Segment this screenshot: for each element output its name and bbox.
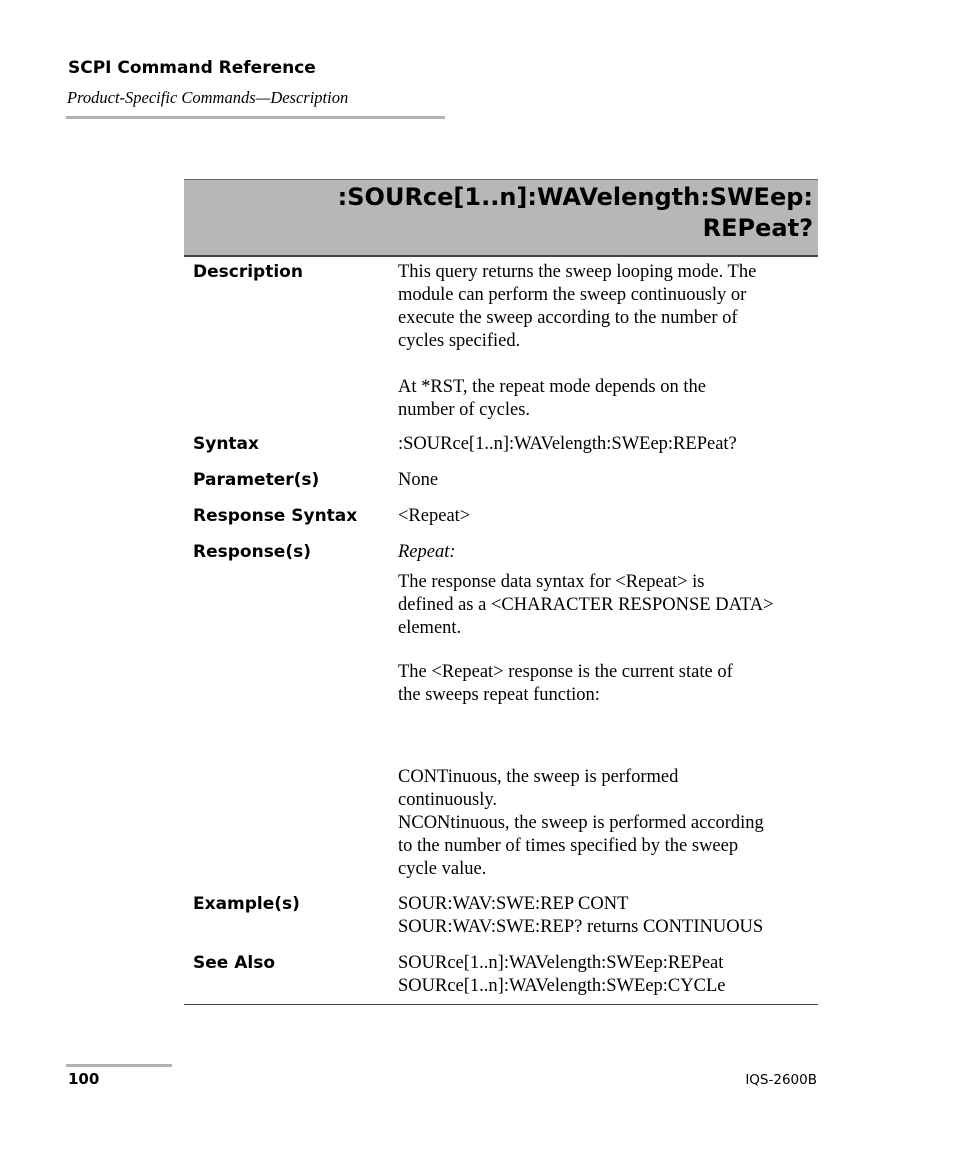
text-line: module can perform the sweep continuously or (398, 285, 747, 305)
text-line: number of cycles. (398, 400, 531, 420)
text-line: element. (398, 618, 462, 638)
description-label: Description (193, 262, 303, 282)
page-number: 100 (68, 1070, 100, 1088)
footer-divider (66, 1064, 172, 1067)
table-bottom-rule (184, 1004, 818, 1005)
parameters-value: None (398, 470, 439, 490)
text-line: to the number of times specified by the sweep (398, 836, 739, 856)
text-line: This query returns the sweep looping mode. The (398, 262, 757, 282)
responses-label: Response(s) (193, 542, 311, 562)
text-line: SOURce[1..n]:WAVelength:SWEep:REPeat (398, 953, 724, 973)
text-line: SOURce[1..n]:WAVelength:SWEep:CYCLe (398, 976, 726, 996)
syntax-value: :SOURce[1..n]:WAVelength:SWEep:REPeat? (398, 434, 737, 454)
response-name: Repeat: (398, 542, 456, 562)
text-line: NCONtinuous, the sweep is performed according (398, 813, 764, 833)
section-title: SCPI Command Reference (68, 58, 316, 78)
section-subtitle: Product-Specific Commands—Description (67, 88, 349, 107)
responses-values-text (398, 766, 818, 881)
product-name: IQS-2600B (745, 1072, 817, 1088)
text-line: defined as a <CHARACTER RESPONSE DATA> (398, 595, 774, 615)
text-line: continuously. (398, 790, 498, 810)
command-title (338, 182, 813, 244)
see-also-text (398, 952, 818, 998)
text-line: CONTinuous, the sweep is performed (398, 767, 679, 787)
examples-text (398, 893, 818, 939)
syntax-label: Syntax (193, 434, 259, 454)
text-line: At *RST, the repeat mode depends on the (398, 377, 706, 397)
command-title-line: REPeat? (702, 214, 813, 242)
command-title-line: :SOURce[1..n]:WAVelength:SWEep: (337, 183, 813, 211)
description-text (398, 261, 818, 422)
text-line: The response data syntax for <Repeat> is (398, 572, 705, 592)
response-syntax-label: Response Syntax (193, 506, 358, 526)
text-line: the sweeps repeat function: (398, 685, 600, 705)
text-line: The <Repeat> response is the current state of (398, 662, 733, 682)
text-line: execute the sweep according to the number of (398, 308, 738, 328)
text-line: SOUR:WAV:SWE:REP? returns CONTINUOUS (398, 917, 764, 937)
examples-label: Example(s) (193, 894, 300, 914)
text-line: cycle value. (398, 859, 487, 879)
text-line: cycles specified. (398, 331, 521, 351)
parameters-label: Parameter(s) (193, 470, 320, 490)
response-syntax-value: <Repeat> (398, 506, 471, 526)
responses-text (398, 571, 818, 707)
see-also-label: See Also (193, 953, 276, 973)
header-divider (66, 116, 445, 119)
command-title-box (184, 179, 818, 257)
text-line: SOUR:WAV:SWE:REP CONT (398, 894, 629, 914)
